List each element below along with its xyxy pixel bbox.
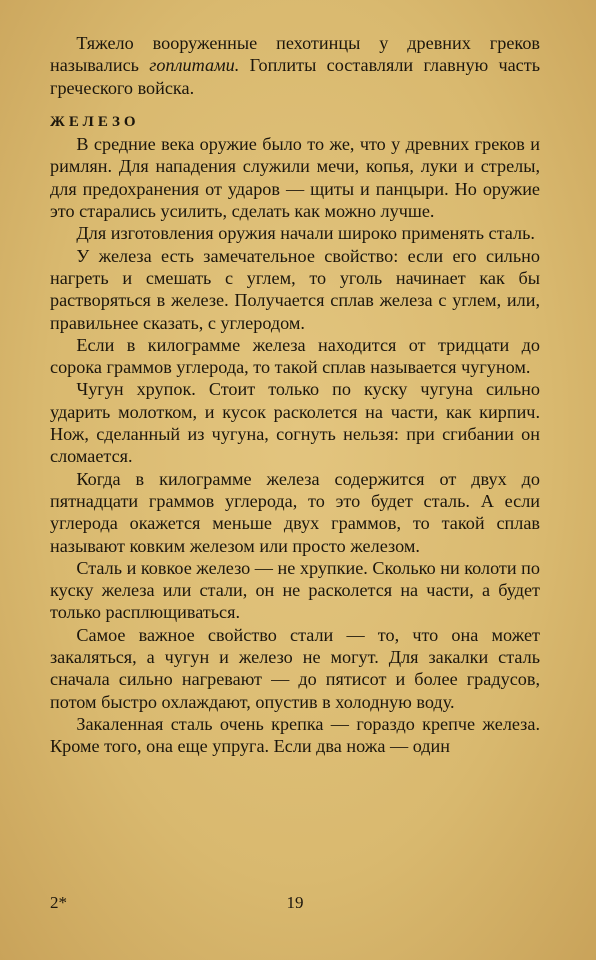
body-paragraph: Когда в килограмме железа содержится от двух до пятнадцати граммов углерода, то это будет сталь. А если углерода окажется меньше двух граммов, то такой сплав называют ковким железом или просто железом. [50,468,540,556]
signature-mark: 2* [50,893,67,912]
intro-paragraph [50,32,540,99]
italic-term: гоплитами. [149,55,240,76]
intro-text-start: Тяжело вооруженные пехотинцы у древних греков назывались [50,33,540,76]
section-heading: ЖЕЛЕЗО [50,113,140,130]
body-paragraph: Для изготовления оружия начали широко применять сталь. [76,223,535,244]
body-paragraph: Сталь и ковкое железо — не хрупкие. Сколько ни колоти по куску железа или стали, он не расколется на части, а будет только расплющиваться. [50,557,540,623]
body-paragraph: Если в килограмме железа находится от тридцати до сорока граммов углерода, то такой сплав называется чугуном. [50,334,540,378]
page-text [50,32,540,758]
body-paragraph: У железа есть замечательное свойство: если его сильно нагреть и смешать с углем, то уголь начинает как бы растворяться в железе. Получается сплав железа с углем, или, правильнее сказать, с углеродом. [50,245,540,333]
body-paragraph: Самое важное свойство стали — то, что она может закаляться, а чугун и железо не могут. Для закалки сталь сначала сильно нагревают — до пятисот и более градусов, потом быстро охлаждают, опустив в холодную воду. [50,624,540,712]
page-number: 19 [286,893,304,912]
body-paragraph: В средние века оружие было то же, что у древних греков и римлян. Для нападения служили мечи, копья, луки и стрелы, для предохранения от ударов — щиты и панцыри. Но оружие это старались усилить, сделать как можно лучше. [50,134,540,222]
body-paragraph: Закаленная сталь очень крепка — гораздо крепче железа. Кроме того, она еще упруга. Если два ножа — один [50,713,540,757]
intro-text-end: Гоплиты составляли главную часть греческого войска. [50,55,540,98]
body-paragraph: Чугун хрупок. Стоит только по куску чугуна сильно ударить молотком, и кусок расколется на части, как кирпич. Нож, сделанный из чугуна, согнуть нельзя: при сгибании он сломается. [50,379,540,467]
